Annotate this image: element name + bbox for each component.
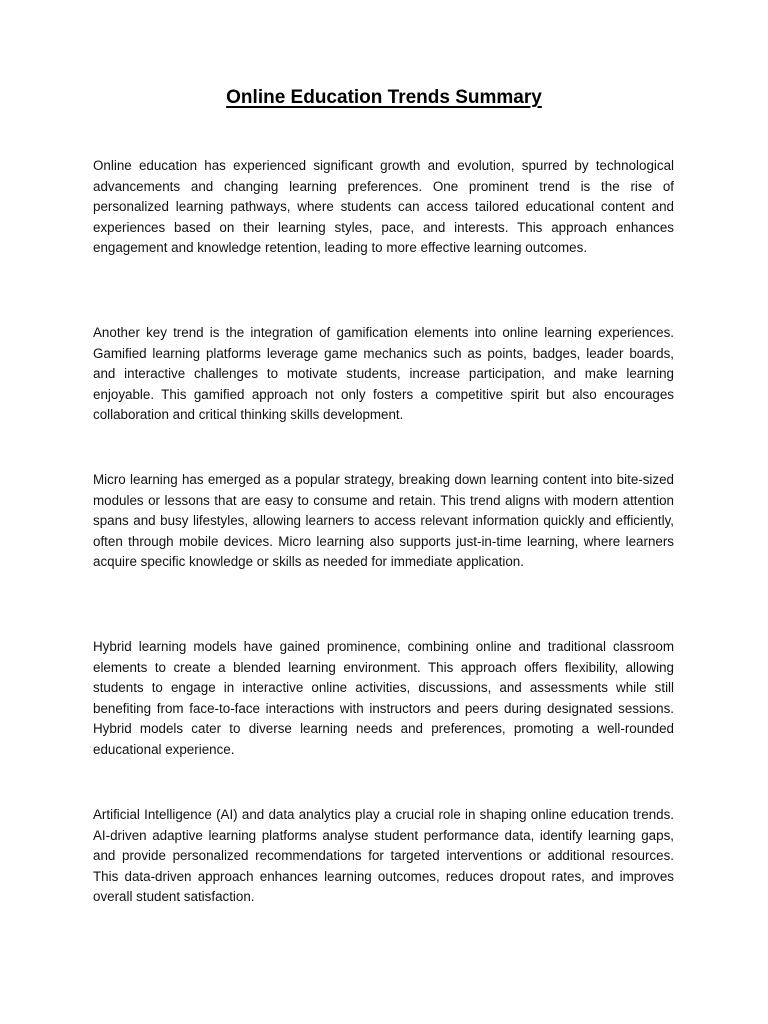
paragraph-personalized-learning: Online education has experienced significant growth and evolution, spurred by technological advancements and changing learning preferences. One prominent trend is the rise of personalized learning pathways, where students can access tailored educational content and experiences based on their learning styles, pace, and interests. This approach enhances engagement and knowledge retention, leading to more effective learning outcomes. (93, 158, 674, 256)
paragraph-gamification: Another key trend is the integration of gamification elements into online learning experiences. Gamified learning platforms leverage game mechanics such as points, badges, leader boards, and interactive challenges to motivate students, increase participation, and make learning enjoyable. This gamified approach not only fosters a competitive spirit but also encourages collaboration and critical thinking skills development. (93, 325, 674, 423)
paragraph-micro-learning: Micro learning has emerged as a popular strategy, breaking down learning content into bite-sized modules or lessons that are easy to consume and retain. This trend aligns with modern attention spans and busy lifestyles, allowing learners to access relevant information quickly and efficiently, often through mobile devices. Micro learning also supports just-in-time learning, where learners acquire specific knowledge or skills as needed for immediate application. (93, 472, 674, 570)
paragraph-ai-analytics: Artificial Intelligence (AI) and data analytics play a crucial role in shaping online education trends. AI-driven adaptive learning platforms analyse student performance data, identify learning gaps, and provide personalized recommendations for targeted interventions or additional resources. This data-driven approach enhances learning outcomes, reduces dropout rates, and improves overall student satisfaction. (93, 807, 674, 905)
document-title: Online Education Trends Summary (226, 87, 542, 108)
paragraph-hybrid-learning: Hybrid learning models have gained prominence, combining online and traditional classroom elements to create a blended learning environment. This approach offers flexibility, allowing students to engage in interactive online activities, discussions, and assessments while still benefiting from face-to-face interactions with instructors and peers during designated sessions. Hybrid models cater to diverse learning needs and preferences, promoting a well-rounded educational experience. (93, 639, 674, 757)
